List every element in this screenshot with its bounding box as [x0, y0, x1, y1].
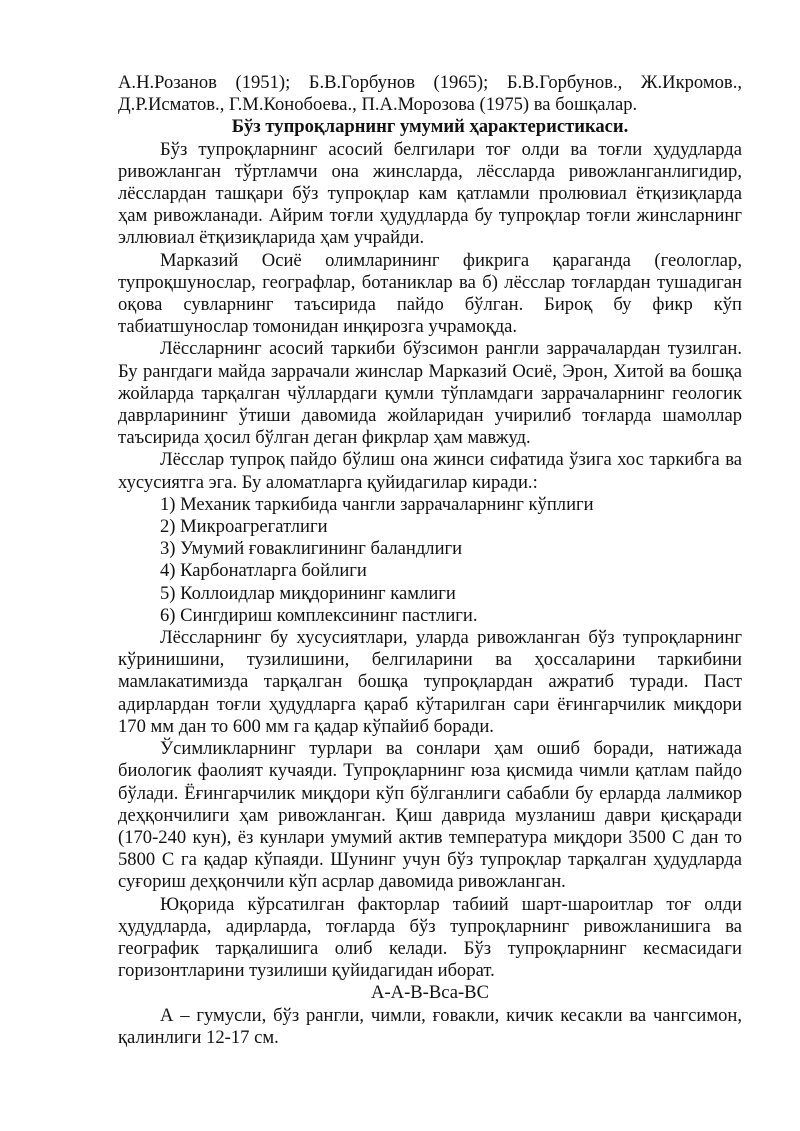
list-item: 4) Карбонатларга бойлиги	[160, 560, 367, 582]
section-title: Бўз тупроқларнинг умумий ҳарактеристикаси.	[231, 116, 629, 138]
loess-properties-list	[118, 494, 742, 627]
references-line: А.Н.Розанов (1951); Б.В.Горбунов (1965); Б.В.Горбунов., Ж.Икромов., Д.Р.Исматов., Г.М.Конобоева., П.А.Морозова (1975) ва бошқалар.	[118, 72, 742, 116]
paragraph: Марказий Осиё олимларининг фикрига қараганда (геологлар, тупроқшунослар, географлар, ботаниклар ва б) лёсслар тоғлардан тушадиган оқова сувларнинг таъсирида пайдо бўлган. Бироқ бу фикр кўп табиатшунослар томонидан инқирозга учрамоқда.	[118, 249, 742, 338]
list-item: 6) Сингдириш комплексининг пастлиги.	[160, 604, 478, 626]
document-page	[118, 72, 742, 1049]
paragraph: Лёссларнинг бу хусусиятлари, уларда ривожланган бўз тупроқларнинг кўринишини, тузилишини, белгиларини ва ҳоссаларини таркибини мамлакатимизда тарқалган бошқа тупроқлардан ажратиб туради. Паст адирлардан тоғли ҳудудларга қараб кўтарилган сари ёғингарчилик миқдори 170 мм дан то 600 мм га қадар кўпайиб боради.	[118, 627, 742, 737]
list-item: 2) Микроагрегатлиги	[160, 516, 328, 538]
paragraph: Ўсимликларнинг турлари ва сонлари ҳам ошиб боради, натижада биологик фаолият кучаяди. Тупроқларнинг юза қисмида чимли қатлам пайдо бўлади. Ёғингарчилик миқдори кўп бўлганлиги сабабли бу ерларда лалмикор деҳқончилиги ҳам ривожланган. Қиш даврида музланиш даври қисқаради (170-240 кун), ёз кунлари умумий актив температура миқдори 3500 С дан то 5800 С га қадар кўпаяди. Шунинг учун бўз тупроқлар тарқалган ҳудудларда суғориш деҳқончили кўп асрлар давомида ривожланган.	[118, 738, 742, 893]
paragraph: Юқорида кўрсатилган факторлар табиий шарт-шароитлар тоғ олди ҳудудларда, адирларда, тоғларда бўз тупроқларнинг ривожланишига ва географик тарқалишига олиб келади. Бўз тупроқларнинг кесмасидаги горизонтларини тузилиши қуйидагидан иборат.	[118, 893, 742, 982]
paragraph: Лёссларнинг асосий таркиби бўзсимон рангли заррачалардан тузилган. Бу рангдаги майда заррачали жинслар Марказий Осиё, Эрон, Хитой ва бошқа жойларда тарқалган чўллардаги қумли тўпламдаги заррачаларнинг геологик даврларининг ўтиши давомида жойларидан учирилиб тоғларда шамоллар таъсирида ҳосил бўлган деган фикрлар ҳам мавжуд.	[118, 338, 742, 449]
paragraph: Бўз тупроқларнинг асосий белгилари тоғ олди ва тоғли ҳудудларда ривожланган тўртламчи она жинсларда, лёссларда ривожланганлигидир, лёсслардан ташқари бўз тупроқлар кам қатламли пролювиал ётқизиқларда ҳам ривожланади. Айрим тоғли ҳудудларда бу тупроқлар тоғли жинсларнинг эллювиал ётқизиқларида ҳам учрайди.	[118, 138, 742, 249]
list-item: 1) Механик таркибида чангли заррачаларнинг кўплиги	[160, 493, 594, 515]
paragraph: А – гумусли, бўз рангли, чимли, ғовакли, кичик кесакли ва чангсимон, қалинлиги 12-17 см.	[118, 1004, 742, 1048]
horizon-formula: А-А-В-Вса-ВС	[371, 982, 489, 1004]
list-item: 5) Коллоидлар миқдорининг камлиги	[160, 582, 456, 604]
list-item: 3) Умумий ғоваклигининг баландлиги	[160, 538, 463, 560]
paragraph: Лёсслар тупроқ пайдо бўлиш она жинси сифатида ўзига хос таркибга ва хусусиятга эга. Бу аломатларга қуйидагилар киради.:	[118, 449, 742, 493]
